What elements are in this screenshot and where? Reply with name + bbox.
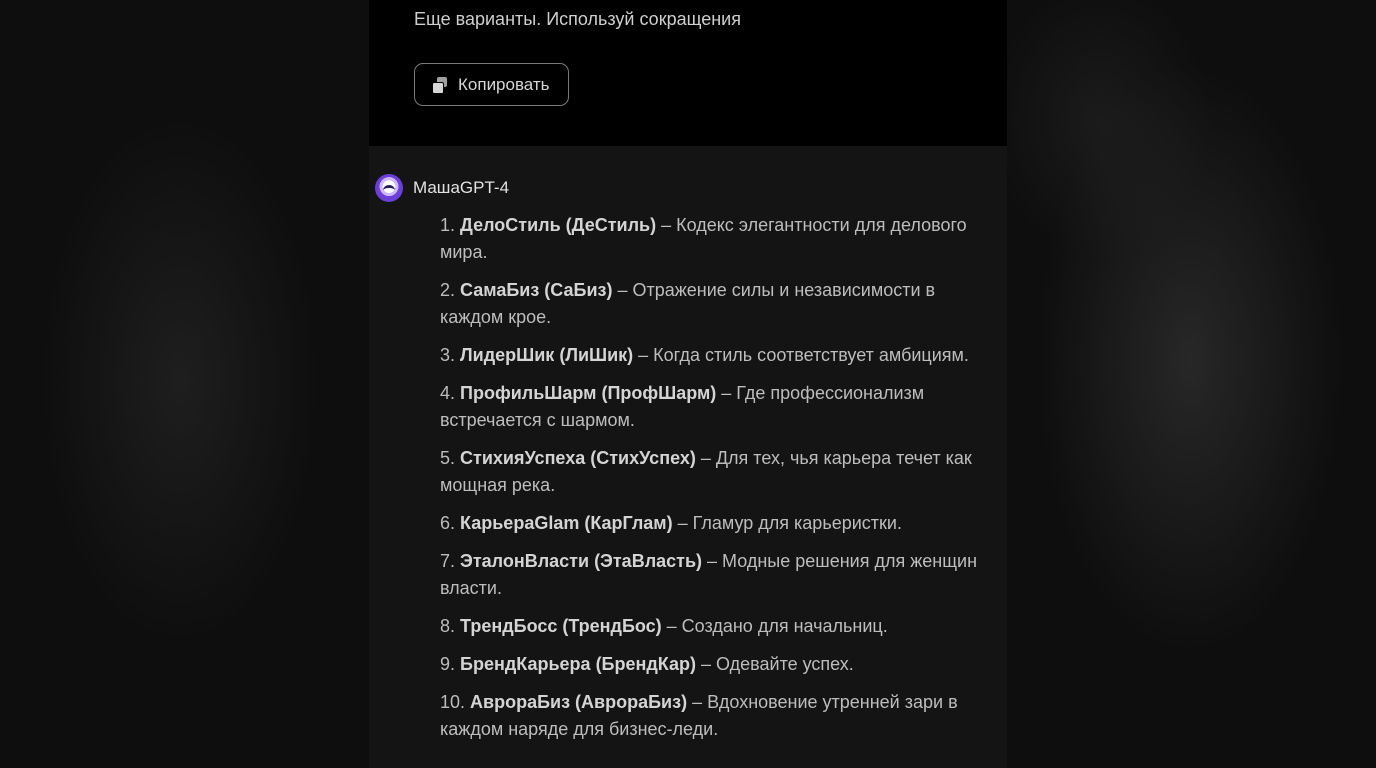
list-item: 2. СамаБиз (СаБиз) – Отражение силы и независимости в каждом крое. (440, 280, 936, 327)
list-item: 10. АврораБиз (АврораБиз) – Вдохновение утренней зари в каждом наряде для бизнес-леди. (440, 692, 958, 739)
list-item: 4. ПрофильШарм (ПрофШарм) – Где профессионализм встречается с шармом. (440, 383, 925, 430)
list-item: 7. ЭталонВласти (ЭтаВласть) – Модные решения для женщин власти. (440, 551, 978, 598)
bot-reply-list (440, 212, 995, 754)
chat-panel (369, 0, 1007, 768)
ai-avatar-icon (375, 174, 403, 202)
copy-icon (432, 77, 448, 93)
list-item: 8. ТрендБосс (ТрендБос) – Создано для начальниц. (440, 616, 888, 636)
user-message (369, 0, 1007, 146)
list-item: 5. СтихияУспеха (СтихУспех) – Для тех, чья карьера течет как мощная река. (440, 448, 972, 495)
list-item: 1. ДелоСтиль (ДеСтиль) – Кодекс элегантности для делового мира. (440, 215, 967, 262)
list-item: 6. КарьераGlam (КарГлам) – Гламур для карьеристки. (440, 513, 902, 533)
list-item: 3. ЛидерШик (ЛиШик) – Когда стиль соответствует амбициям. (440, 345, 969, 365)
bot-name: МашаGPT-4 (413, 178, 510, 197)
copy-button[interactable] (414, 63, 569, 106)
user-message-text: Еще варианты. Используй сокращения (414, 9, 741, 29)
bot-header (375, 174, 509, 202)
copy-button-label: Копировать (458, 74, 550, 94)
list-item: 9. БрендКарьера (БрендКар) – Одевайте успех. (440, 654, 854, 674)
